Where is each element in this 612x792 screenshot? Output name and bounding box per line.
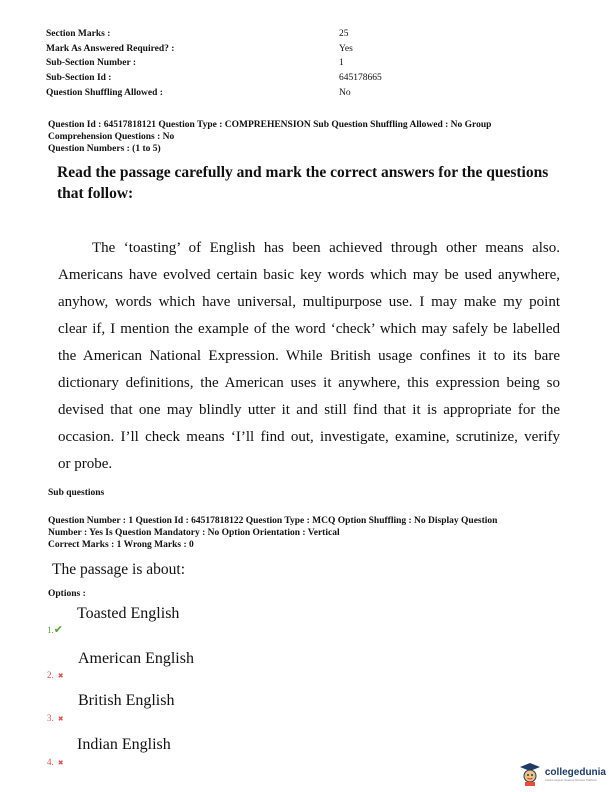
- instruction-line: Read the passage carefully and mark the correct answers for the questions: [57, 164, 549, 181]
- meta-value: 1: [339, 58, 344, 68]
- meta-label: Sub-Section Id :: [46, 73, 112, 83]
- meta-label: Mark As Answered Required? :: [46, 44, 175, 54]
- meta-label: Question Shuffling Allowed :: [46, 88, 163, 98]
- option-number: 4.: [47, 757, 54, 767]
- option-text[interactable]: British English: [78, 692, 175, 709]
- cross-icon: ✖: [57, 759, 64, 767]
- option-number: 2.: [47, 670, 54, 680]
- option-number: 3.: [47, 713, 54, 723]
- meta-label: Sub-Section Number :: [46, 58, 137, 68]
- logo-tagline: India's largest Student Review Platform: [544, 777, 598, 782]
- sub-questions-label: Sub questions: [48, 488, 105, 498]
- options-label: Options :: [48, 589, 86, 599]
- question-header-line: Number : Yes Is Question Mandatory : No Option Orientation : Vertical: [48, 528, 340, 538]
- option-item[interactable]: [47, 752, 64, 770]
- comprehension-header-line: Question Id : 64517818121 Question Type : COMPREHENSION Sub Question Shuffling Allowed : No Group: [48, 120, 492, 130]
- option-item[interactable]: [47, 708, 64, 726]
- question-header-line: Question Number : 1 Question Id : 64517818122 Question Type : MCQ Option Shuffling : No Display Question: [48, 516, 498, 526]
- graduate-mascot-icon: [519, 762, 541, 786]
- comprehension-header-line: Comprehension Questions : No: [48, 132, 175, 142]
- passage-line: The ‘toasting’ of English has been achieved through other means also.: [92, 240, 560, 256]
- meta-value: 25: [339, 29, 349, 39]
- check-icon: ✔: [53, 624, 63, 636]
- passage-line: dictionary definitions, the American uses it anywhere, this expression being so: [58, 375, 560, 391]
- cross-icon: ✖: [57, 672, 64, 680]
- option-text[interactable]: American English: [78, 650, 194, 667]
- passage-line: anyhow, words which have universal, multipurpose use. I may make my point: [58, 294, 560, 310]
- cross-icon: ✖: [57, 715, 64, 723]
- passage-line: or probe.: [58, 456, 113, 472]
- meta-label: Section Marks :: [46, 29, 111, 39]
- meta-value: Yes: [339, 44, 353, 54]
- passage-line: Americans have evolved certain basic key words which may be used anywhere,: [58, 267, 560, 283]
- question-header: [48, 515, 568, 551]
- option-item[interactable]: [47, 620, 63, 638]
- passage-line: the American National Expression. While British usage confines it to its bare: [58, 348, 560, 364]
- passage-line: occasion. I’ll check means ‘I’ll find out, investigate, examine, scrutinize, verify: [58, 429, 560, 445]
- passage-line: devised that one may blindly utter it and still find that it is appropriate for the: [58, 402, 560, 418]
- meta-value: 645178665: [339, 73, 382, 83]
- option-text[interactable]: Indian English: [77, 736, 171, 753]
- collegedunia-logo: [519, 762, 606, 786]
- comprehension-header: [48, 119, 568, 155]
- question-marks: Correct Marks : 1 Wrong Marks : 0: [48, 540, 194, 550]
- passage-line: clear if, I mention the example of the word ‘check’ which may safely be labelled: [58, 321, 560, 337]
- question-numbers: Question Numbers : (1 to 5): [48, 144, 161, 154]
- question-text: The passage is about:: [52, 561, 186, 578]
- meta-value: No: [339, 88, 351, 98]
- option-text[interactable]: Toasted English: [77, 605, 180, 622]
- instruction-line: that follow:: [57, 185, 134, 202]
- option-item[interactable]: [47, 665, 64, 683]
- instruction: [57, 162, 567, 204]
- option-number: 1.: [47, 625, 54, 635]
- logo-brand: collegedunia: [544, 766, 606, 778]
